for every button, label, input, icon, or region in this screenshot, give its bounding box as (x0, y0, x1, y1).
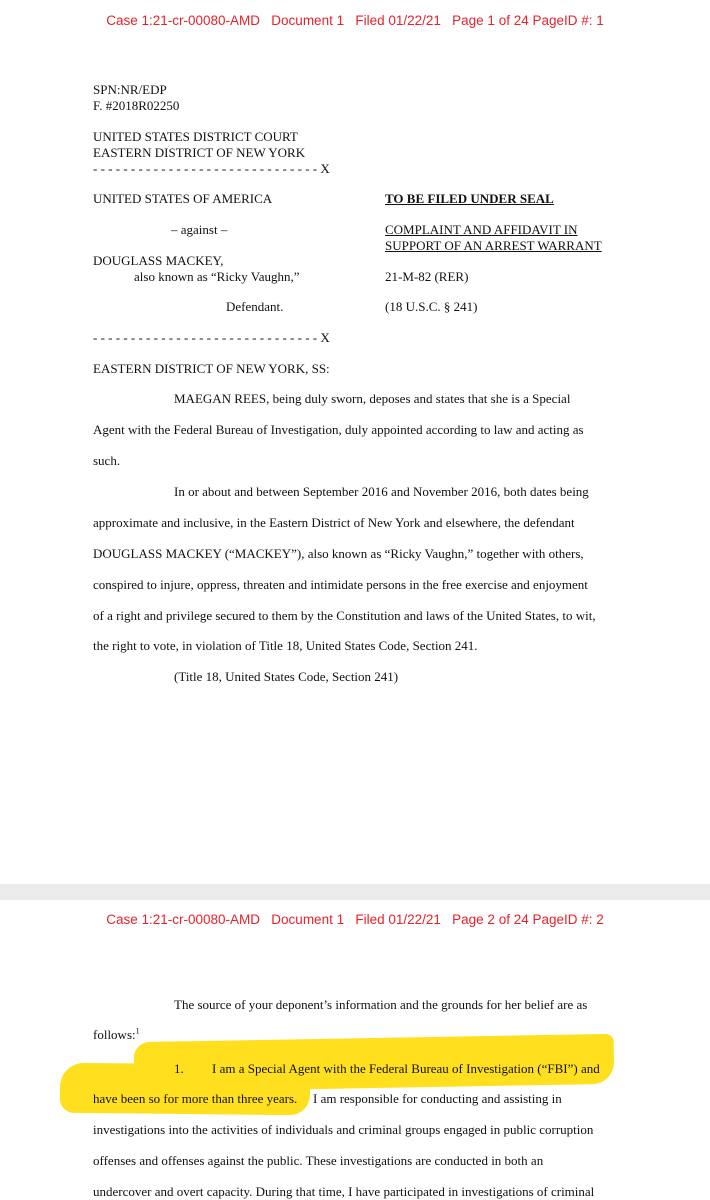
file-code: F. #2018R02250 (93, 98, 180, 113)
defendant-label: Defendant. (226, 299, 284, 314)
paragraph-number: 1. (174, 1061, 184, 1076)
statute-citation: (Title 18, United States Code, Section 241) (174, 669, 399, 684)
against: – against – (171, 222, 228, 237)
paragraph-line: approximate and inclusive, in the Eastern District of New York and elsewhere, the defendant (93, 515, 575, 530)
paragraph-line: follows:$^1$ (93, 1026, 140, 1042)
document-page-2 (0, 900, 710, 1200)
paragraph-line: investigations into the activities of individuals and criminal groups engaged in public corruption (93, 1122, 594, 1137)
paragraph-line: DOUGLASS MACKEY (“MACKEY”), also known as “Ricky Vaughn,” together with others, (93, 546, 584, 561)
paragraph-line: the right to vote, in violation of Title 18, United States Code, Section 241. (93, 638, 478, 653)
venue: EASTERN DISTRICT OF NEW YORK, SS: (93, 361, 330, 376)
defendant-name: DOUGLASS MACKEY, (93, 253, 224, 268)
paragraph-line: have been so for more than three years. (93, 1091, 298, 1106)
footnote-marker: 1 (135, 1026, 140, 1036)
document-title: COMPLAINT AND AFFIDAVIT IN (385, 222, 578, 237)
paragraph-line: Agent with the Federal Bureau of Investigation, duly appointed according to law and acting as (93, 422, 584, 437)
court-name: UNITED STATES DISTRICT COURT (93, 129, 298, 144)
caption-separator: - - - - - - - - - - - - - - - - - - - - - - - - - - - - - - X (93, 330, 330, 345)
paragraph-line: MAEGAN REES, being duly sworn, deposes and states that she is a Special (174, 391, 571, 406)
file-code: SPN:NR/EDP (93, 82, 167, 97)
paragraph-line: I am a Special Agent with the Federal Bureau of Investigation (“FBI”) and (212, 1061, 600, 1076)
paragraph-line: of a right and privilege secured to them by the Constitution and laws of the United States, to wit, (93, 608, 596, 623)
ecf-header: Case 1:21-cr-00080-AMD Document 1 Filed 01/22/21 Page 1 of 24 PageID #: 1 (106, 13, 604, 28)
court-district: EASTERN DISTRICT OF NEW YORK (93, 145, 306, 160)
paragraph-line: conspired to injure, oppress, threaten and intimidate persons in the free exercise and enjoyment (93, 577, 588, 592)
paragraph-line: offenses and offenses against the public. These investigations are conducted in both an (93, 1153, 544, 1168)
ecf-header: Case 1:21-cr-00080-AMD Document 1 Filed 01/22/21 Page 2 of 24 PageID #: 2 (106, 912, 604, 927)
paragraph-line: undercover and overt capacity. During that time, I have participated in investigations of criminal (93, 1184, 595, 1199)
caption-separator: - - - - - - - - - - - - - - - - - - - - - - - - - - - - - - X (93, 161, 330, 176)
paragraph-line: The source of your deponent’s information and the grounds for her belief are as (174, 997, 588, 1012)
plaintiff: UNITED STATES OF AMERICA (93, 191, 273, 206)
paragraph-line: such. (93, 453, 121, 468)
defendant-aka: also known as “Ricky Vaughn,” (134, 269, 300, 284)
document-title: SUPPORT OF AN ARREST WARRANT (385, 238, 602, 253)
case-number: 21-M-82 (RER) (385, 269, 469, 284)
seal-notice: TO BE FILED UNDER SEAL (385, 191, 554, 206)
paragraph-line: I am responsible for conducting and assisting in (313, 1091, 562, 1106)
paragraph-line: In or about and between September 2016 and November 2016, both dates being (174, 484, 589, 499)
statute: (18 U.S.C. § 241) (385, 299, 478, 314)
